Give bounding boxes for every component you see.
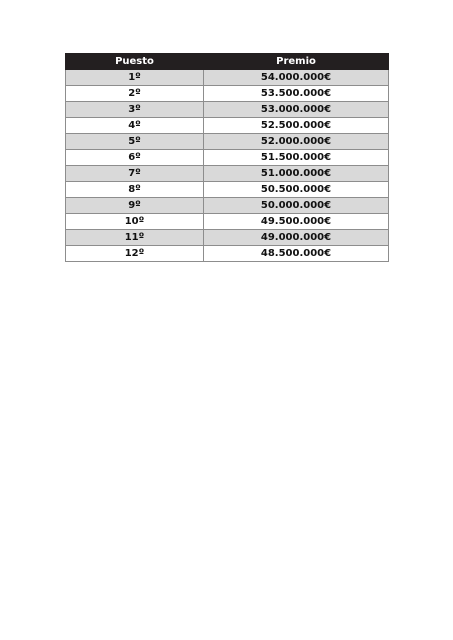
table-header: [66, 54, 389, 70]
cell-position: 12º: [66, 246, 204, 262]
cell-position: 6º: [66, 150, 204, 166]
table-row: [66, 182, 389, 198]
cell-prize: 49.500.000€: [204, 214, 389, 230]
cell-prize: 53.500.000€: [204, 86, 389, 102]
cell-prize: 54.000.000€: [204, 70, 389, 86]
cell-prize: 51.500.000€: [204, 150, 389, 166]
cell-position: 5º: [66, 134, 204, 150]
cell-prize: 52.500.000€: [204, 118, 389, 134]
header-position: Puesto: [66, 54, 204, 70]
cell-position: 2º: [66, 86, 204, 102]
cell-prize: 50.500.000€: [204, 182, 389, 198]
cell-position: 10º: [66, 214, 204, 230]
table-row: [66, 134, 389, 150]
table-row: [66, 198, 389, 214]
table-row: [66, 230, 389, 246]
cell-position: 8º: [66, 182, 204, 198]
cell-position: 3º: [66, 102, 204, 118]
table-row: [66, 70, 389, 86]
cell-prize: 53.000.000€: [204, 102, 389, 118]
cell-prize: 50.000.000€: [204, 198, 389, 214]
table-row: [66, 86, 389, 102]
table-row: [66, 102, 389, 118]
table-row: [66, 150, 389, 166]
cell-position: 9º: [66, 198, 204, 214]
table-row: [66, 246, 389, 262]
cell-prize: 49.000.000€: [204, 230, 389, 246]
table-row: [66, 214, 389, 230]
table-row: [66, 166, 389, 182]
cell-position: 4º: [66, 118, 204, 134]
cell-prize: 52.000.000€: [204, 134, 389, 150]
header-prize: Premio: [204, 54, 389, 70]
cell-position: 11º: [66, 230, 204, 246]
table-row: [66, 118, 389, 134]
cell-position: 7º: [66, 166, 204, 182]
cell-position: 1º: [66, 70, 204, 86]
header-row: [66, 54, 389, 70]
cell-prize: 51.000.000€: [204, 166, 389, 182]
cell-prize: 48.500.000€: [204, 246, 389, 262]
table-body: [66, 70, 389, 262]
prize-table: [65, 53, 389, 262]
